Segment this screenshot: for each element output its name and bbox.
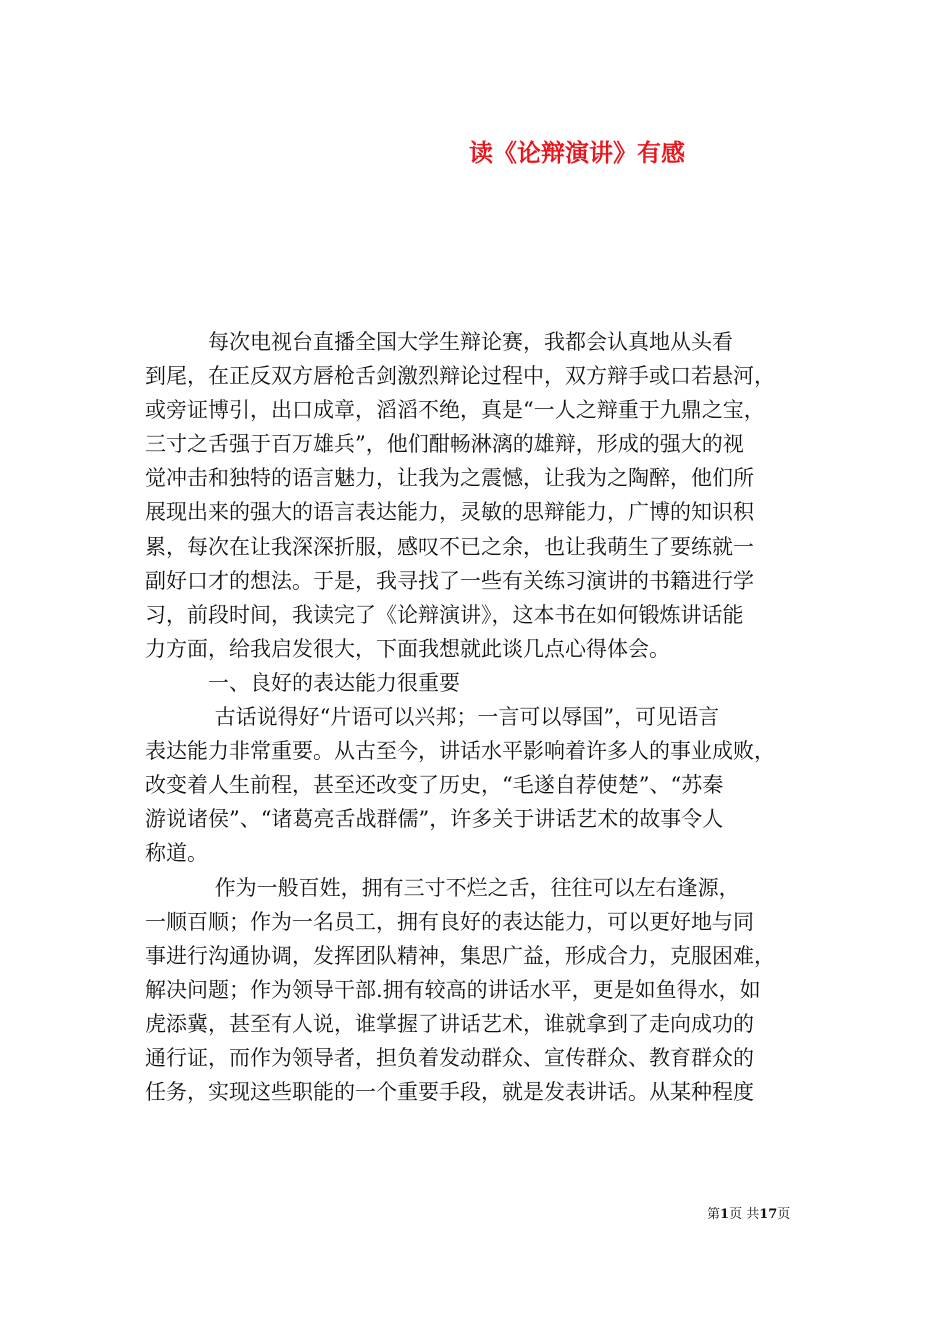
footer-suffix: 页 [777, 1207, 791, 1222]
text-line: 力方面，给我启发很大，下面我想就此谈几点心得体会。 [145, 636, 670, 661]
section-heading: 一、良好的表达能力很重要 [145, 670, 460, 695]
total-pages-number: 17 [759, 1207, 778, 1222]
text-line: 改变着人生前程，甚至还改变了历史，“毛遂自荐使楚”、“苏秦 [145, 773, 724, 798]
text-line: 每次电视台直播全国大学生辩论赛，我都会认真地从头看 [145, 330, 733, 354]
footer-prefix: 第 [707, 1207, 721, 1222]
text-line: 或旁证博引，出口成章，滔滔不绝，真是“一人之辩重于九鼎之宝， [145, 398, 765, 423]
text-line: 一顺百顺；作为一名员工，拥有良好的表达能力，可以更好地与同 [145, 909, 754, 934]
text-line: 称道。 [145, 841, 208, 866]
text-line: 通行证，而作为领导者，担负着发动群众、宣传群众、教育群众的 [145, 1045, 754, 1070]
text-line: 作为一般百姓，拥有三寸不烂之舌，往往可以左右逢源， [145, 875, 740, 900]
text-line: 任务，实现这些职能的一个重要手段，就是发表讲话。从某种程度 [145, 1080, 754, 1105]
current-page-number: 1 [720, 1207, 730, 1222]
footer-middle: 页 共 [729, 1207, 760, 1222]
text-line: 古话说得好“片语可以兴邦；一言可以辱国”，可见语言 [145, 705, 720, 730]
text-line: 展现出来的强大的语言表达能力，灵敏的思辩能力，广博的知识积 [145, 500, 754, 525]
text-line: 到尾，在正反双方唇枪舌剑激烈辩论过程中，双方辩手或口若悬河， [145, 364, 775, 389]
text-line: 虎添冀，甚至有人说，谁掌握了讲话艺术，谁就拿到了走向成功的 [145, 1011, 754, 1036]
text-line: 游说诸侯”、“诸葛亮舌战群儒”，许多关于讲话艺术的故事令人 [145, 807, 724, 832]
text-line: 觉冲击和独特的语言魅力，让我为之震憾，让我为之陶醉，他们所 [145, 466, 754, 491]
text-line: 三寸之舌强于百万雄兵”，他们酣畅淋漓的雄辩，形成的强大的视 [145, 432, 744, 457]
document-title: 读《论辩演讲》有感 [469, 138, 685, 167]
text-line: 习，前段时间，我读完了《论辩演讲》，这本书在如何锻炼讲话能 [145, 602, 744, 627]
text-line: 累，每次在让我深深折服，感叹不已之余，也让我萌生了要练就一 [145, 534, 754, 559]
text-line: 表达能力非常重要。从古至今，讲话水平影响着许多人的事业成败， [145, 739, 775, 764]
text-line: 事进行沟通协调，发挥团队精神，集思广益，形成合力，克服困难， [145, 943, 775, 968]
text-line: 解决问题；作为领导干部.拥有较高的讲话水平，更是如鱼得水，如 [145, 977, 761, 1002]
page-footer [707, 1203, 790, 1222]
body-text [145, 325, 813, 1109]
text-line: 副好口才的想法。于是，我寻找了一些有关练习演讲的书籍进行学 [145, 568, 754, 593]
